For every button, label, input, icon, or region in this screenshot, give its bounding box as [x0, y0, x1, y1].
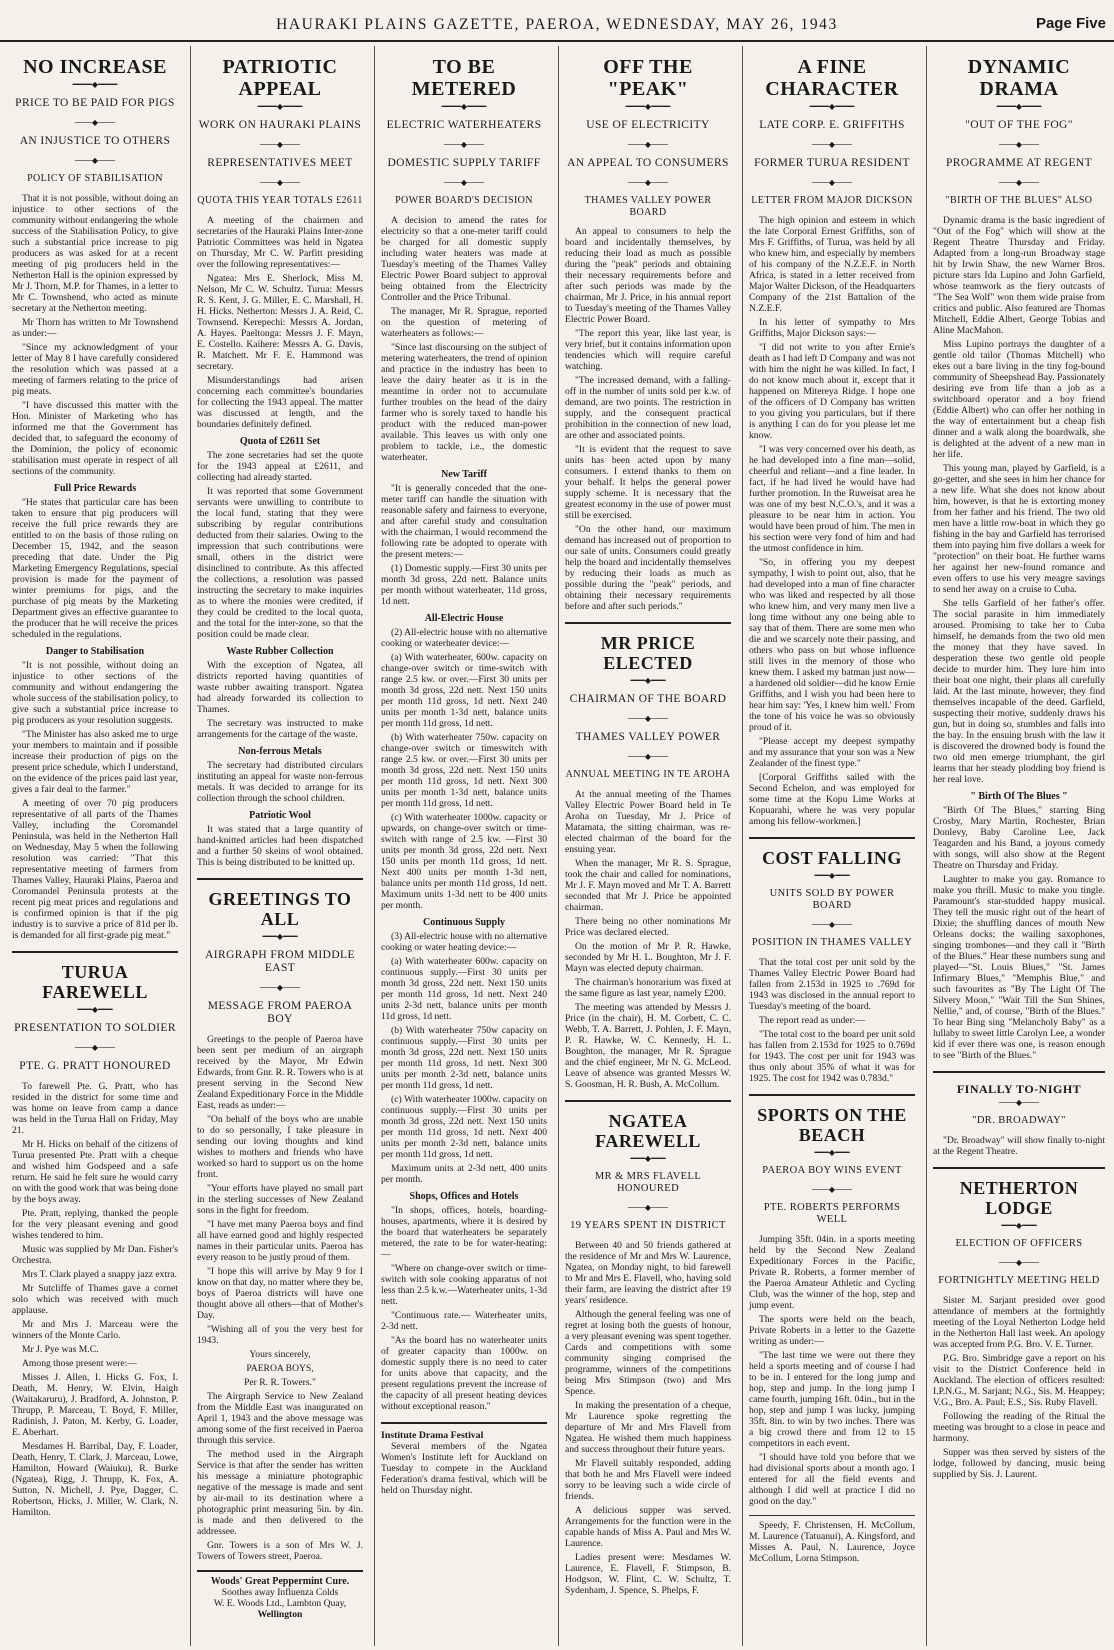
deck: FORTNIGHTLY MEETING HELD [938, 1274, 1100, 1286]
paragraph: "On behalf of the boys who are unable to do so personally, I take pleasure in sending our loving thoughts and kind wishes to mothers and friends who have worked so hard to support us on the home front. [197, 1114, 363, 1181]
paragraph: Among those present were:— [22, 1357, 137, 1369]
story-cost-falling [749, 849, 915, 1084]
deck: MR & MRS FLAVELL HONOURED [594, 1170, 702, 1194]
ornament-icon: ━━━━◆━━━━ [625, 102, 671, 111]
deck: POSITION IN THAMES VALLEY [751, 936, 913, 948]
subheading: Continuous Supply [423, 916, 505, 928]
paragraph: Pte. Pratt, replying, thanked the people for the very pleasant evening and good wishes tendered to him. [12, 1207, 178, 1241]
divider [381, 1422, 547, 1424]
story-ngatea-farewell [565, 1112, 731, 1596]
paragraph: The manager, Mr R. Sprague, reported on the question of metering of waterheaters as follows:— [381, 305, 547, 339]
masthead [0, 0, 1114, 42]
ornament-icon: ━━━━◆━━━━ [809, 102, 855, 111]
paragraph: At the annual meeting of the Thames Valley Electric Power Board held in Te Aroha on Tuesday, Mr J. Price of Matamata, the sitting chairman, was re-elected chairman of the board for the ensuing year. [565, 788, 731, 855]
paragraph: A meeting of over 70 pig producers representative of all parts of the Thames Valley, including the Coromandel Peninsula, was held in the Netherton Hall on Wednesday, May 5 when the following resolution was carried: "That this representative meeting of farmers from Thames Valley, Hauraki Plains, Paeroa and Coromandel Peninsula protests at the recent pig meat prices and regulations and is confirmed opinion is that if the pig industry is to survive a price of 81d per lb. is demanded for all first-grade pig meat." [12, 797, 178, 941]
columns [6, 46, 1110, 1646]
headline[interactable]: NETHERTON LODGE [959, 1178, 1079, 1218]
paragraph: "Continuous rate.— Waterheater units, 2-3d nett. [381, 1309, 547, 1332]
paragraph: (c) With waterheater 1000w. capacity on continuous supply.—First 30 units per month 3d gross, 22d nett. Next 150 units per month 11d gross, 1d nett. Next 400 units per month 2-3d nett, balance units per month 11d gross, 1d nett. [381, 1093, 547, 1160]
signature-line: PAEROA BOYS, [246, 1363, 314, 1375]
paragraph: Mrs T. Clark played a snappy jazz extra. [22, 1268, 177, 1280]
deck: ANNUAL MEETING IN TE AROHA [565, 769, 731, 781]
deck: POWER BOARD'S DECISION [395, 195, 533, 207]
paragraph: Mr Thorn has written to Mr Townshend as under:— [12, 316, 178, 339]
paragraph: Mr J. Pye was M.C. [22, 1343, 99, 1355]
paragraph: That the total cost per unit sold by the Thames Valley Electric Power Board had fallen from 2.153d in 1925 to .769d for 1943 was disclosed in the annual report to Tuesday's meeting of the board. [749, 956, 915, 1012]
divider [749, 837, 915, 839]
paragraph: "The Minister has also asked me to urge your members to maintain and if possible increase their production of pigs on the present price schedule, which I understand, on the evidence of the prices paid last year, gives a fair deal to the farmer." [12, 728, 178, 795]
story-institute-drama-festival [381, 1430, 547, 1496]
subheading: " Birth Of The Blues " [970, 790, 1068, 802]
story-greetings-to-all [197, 890, 363, 1562]
ornament-icon: ───◆─── [811, 1184, 853, 1194]
paragraph: With the exception of Ngatea, all districts reported having quantities of waste rubber awaiting transport. Ngatea had already forwarded its collection to Thames. [197, 659, 363, 715]
headline[interactable]: OFF THE "PEAK" [603, 56, 693, 100]
paragraph: "He states that particular care has been taken to ensure that pig producers will receive the full price rewards they are entitled to on the basis of those ruling on December 15, 1942, and the season preceding that date. Under the Pig Marketing Emergency Regulations, special provision is made for the payment of winter premiums for pigs, and the purchase of pig meats by the Marketing Department gives an effective guarantee to the producer that he will receive the prices scheduled in the regulations. [12, 496, 178, 640]
ornament-icon: ───◆─── [443, 140, 485, 150]
paragraph: Misunderstandings had arisen concerning each committee's boundaries for collecting the 1943 appeal. The matter was discussed at length, and the boundaries definitely defined. [197, 374, 363, 430]
paragraph: (2) All-electric house with no alternative cooking or waterheater device:— [381, 626, 547, 649]
ornament-icon: ━━━━◆━━━━ [996, 102, 1042, 111]
paragraph: "I hope this will arrive by May 9 for I know on that day, no matter where they be, boys of Paeroa districts will have one thought above all others—that of Mother's Day. [197, 1266, 363, 1322]
brief-heading: Institute Drama Festival [381, 1429, 484, 1441]
story-netherton-lodge [933, 1179, 1105, 1480]
subheading: Shops, Offices and Hotels [409, 1190, 519, 1202]
paragraph: Misses J. Allen, I. Hicks G. Fox, I. Death, M. Henry, W. Elvin, Haigh (Waitakaruru), J. Bradford, A. Johnston, P. Thrupp, P. Marceau, T. Boyd, F. Miller, Radinish, J. Paton, M. Kerby, G. Loader, E. Aberhart. [12, 1371, 178, 1438]
paragraph: Jumping 35ft. 04in. in a sports meeting held by the Second New Zealand Expeditionary Forces in the Pacific, Private R. Roberts, a former member of the Paeroa Amateur Athletic and Cycling Club, was the winner of the hop, step and jump event. [749, 1233, 915, 1311]
paragraph: There being no other nominations Mr Price was declared elected. [565, 915, 731, 938]
paragraph: Following the reading of the Ritual the meeting was brought to a close in peace and harmony. [933, 1410, 1105, 1444]
paragraph: (b) With waterheater 750w capacity on continuous supply.—First 30 units per month 3d gross, 22d nett. Next 150 units per month 11d gross, 1d nett. Next 300 units per month 2-3d nett, balance units per month 11d gross, 1d nett. [381, 1024, 547, 1091]
paragraph: (1) Domestic supply.—First 30 units per month 3d gross, 22d nett. Balance units per month without waterheater, 11d gross, 1d nett. [381, 562, 547, 607]
deck: FORMER TURUA RESIDENT [754, 157, 910, 170]
paragraph: The report read as under:— [759, 1014, 866, 1026]
paragraph: (a) With waterheater, 600w. capacity on change-over switch or time-switch with range 2.5 kw. or over.—First 30 units per month 3d gross, 22d nett. Next 150 units per month 11d gross, 1d nett. Next 240 units per month 1-3d nett, balance units per month 11d gross, 1d nett. [381, 651, 547, 729]
subheading: Non-ferrous Metals [238, 745, 322, 757]
column-2 [190, 46, 369, 1646]
ornament-icon: ───◆─── [259, 982, 301, 992]
paragraph: The high opinion and esteem in which the late Corporal Ernest Griffiths, son of Mrs F. Griffiths, of Turua, was held by all who knew him, and especially by members of his company of the N.Z.E.F. in North Africa, is stated in a letter received from Major Walter Dickson, of the Headquarters Company of the 21st Battalion of the N.Z.E.F. [749, 214, 915, 314]
deck: PTE. ROBERTS PERFORMS WELL [763, 1201, 901, 1225]
deck: ELECTION OF OFFICERS [955, 1237, 1083, 1249]
paragraph: That it is not possible, without doing an injustice to other sections of the community without endangering the whole success of the Stabilisation Policy, to give such a substantial price increase to pig producers as was asked for at a recent meeting of pig producers held in the Netherton Hall is the opinion expressed by Mr J. Thorn, M.P. for Thames, in a letter to Mr C. Townshend, who acted as minute secretary at the Netherton meeting. [12, 192, 178, 314]
paragraph: "Since my acknowledgment of your letter of May 8 I have carefully considered the resolution which was passed at a meeting of farmers relating to the price of pig meats. [12, 341, 178, 397]
paragraph: Between 40 and 50 friends gathered at the residence of Mr and Mrs W. Laurence, Ngatea, on Monday night, to bid farewell to Mr and Mrs E. Flavell, who, having sold their farm, are leaving the district after 19 years' residence. [565, 1239, 732, 1306]
ad-line: Wellington [257, 1609, 303, 1621]
deck: THAMES VALLEY POWER BOARD [584, 195, 712, 218]
paragraph: "It is generally conceded that the one-meter tariff can handle the situation with reasonable safety and fairness to everyone, and after careful study and consultation with the chairman, I would recommend the following rate be adopted to operate with the present meters:— [381, 482, 547, 560]
paragraph: "The last time we were out there they held a sports meeting and of course I had to be in. I entered for the long jump and hop, step and jump. In the long jump I came fourth, jumping 16ft. 04in., but in the hop, step and jump I was lucky, jumping 35ft. 8in. to win by two inches. There was a big crowd there and from 12 to 15 competitors in each event. [749, 1349, 915, 1449]
paragraph: Greetings to the people of Paeroa have been sent per medium of an airgraph received by the Mayor, Mr Edwin Edwards, from Gnr. R. R. Towers who is at present serving in the Second New Zealand Expeditionary Force in the Middle East, reads as under:— [197, 1034, 363, 1112]
deck: 19 YEARS SPENT IN DISTRICT [570, 1219, 726, 1231]
paragraph: Several members of the Ngatea Women's Institute left for Auckland on Tuesday to compete in the Auckland Federation's drama festival, which will be held on Thursday night. [381, 1440, 547, 1496]
headline[interactable]: TURUA FAREWELL [42, 961, 148, 1002]
paragraph: Dynamic drama is the basic ingredient of "Out of the Fog" which will show at the Regent Theatre Thursday and Friday. Adapted from a long-run Broadway stage hit by Irwin Shaw, the new Warner Bros. picture stars Ida Lupino and John Garfield, whose teamwork as the fiery outcasts of "The Sea Wolf" won them wide praise from critics and public. Also featured are Thomas Mitchell, Eddie Albert, George Tobias and Aline MacMahon. [933, 214, 1105, 336]
ornament-icon: ───◆─── [627, 714, 669, 724]
ornament-icon: ━━━━◆━━━━ [441, 102, 487, 111]
ornament-icon: ━━━◆━━━ [814, 870, 850, 880]
paragraph: The secretary had distributed circulars instituting an appeal for waste non-ferrous metals. It was decided to arrange for its collection through the school children. [197, 759, 363, 804]
paragraph: "It is not possible, without doing an injustice to other sections of the community and without endangering the whole success of the stabilisation policy, to give such a substantial price increase to pig producers as your resolution suggests. [12, 659, 178, 726]
ornament-icon: ━━━━◆━━━━ [257, 102, 303, 111]
paragraph: "Please accept my deepest sympathy and my assurance that your son was a New Zealander of the finest type." [749, 735, 915, 769]
paragraph: "Since last discoursing on the subject of metering waterheaters, the trend of opinion and practice in the industry has been to leave the dairy heater as it is in the meantime in order not to accumulate further troubles on the head of the dairy farmer who is sorely taxed to handle his product with the reduced man-power available. This leaves us with only one problem to tackle, i.e., the domestic waterheater. [381, 341, 547, 463]
deck: AN INJUSTICE TO OTHERS [19, 135, 171, 148]
paragraph: Mr and Mrs J. Marceau were the winners of the Monte Carlo. [12, 1318, 178, 1341]
deck: PROGRAMME AT REGENT [945, 157, 1093, 170]
deck: REPRESENTATIVES MEET [207, 157, 353, 170]
advertisement-peppermint-cure [197, 1570, 363, 1620]
headline[interactable]: MR PRICE ELECTED [600, 633, 696, 674]
deck: LETTER FROM MAJOR DICKSON [751, 195, 913, 207]
deck: UNITS SOLD BY POWER BOARD [769, 887, 895, 911]
ornament-icon: ━━━◆━━━ [1001, 1220, 1037, 1230]
ornament-icon: ───◆─── [259, 178, 301, 188]
paragraph: "In shops, offices, hotels, boarding-houses, apartments, where it is desired by the board that waterheaters be separately metered, the rate to be for water-heating:— [381, 1204, 547, 1260]
paragraph: A decision to amend the rates for electricity so that a one-meter tariff could be charged for all domestic supply including water heaters was made at Tuesday's meeting of the Thames Valley Electric Power Board subject to approval being obtained from the Electricity Controller and the Price Tribunal. [381, 214, 547, 303]
paragraph: (3) All-electric house with no alternative cooking or water heating device:— [381, 930, 547, 953]
paragraph: "Dr. Broadway" will show finally to-night at the Regent Theatre. [933, 1135, 1105, 1158]
ornament-icon: ───◆─── [627, 1202, 669, 1212]
story-dynamic-drama [933, 56, 1105, 1061]
subheading: Danger to Stabilisation [45, 645, 145, 657]
deck: AIRGRAPH FROM MIDDLE EAST [205, 948, 355, 974]
headline[interactable]: NGATEA FAREWELL [595, 1110, 701, 1151]
subheading: Quota of £2611 Set [239, 435, 321, 447]
ad-line: Soothes away Influenza Colds [221, 1587, 339, 1599]
deck: PRICE TO BE PAID FOR PIGS [15, 97, 175, 109]
paragraph: (c) With waterheater 1000w. capacity or upwards, on change-over switch or time-switch with range of 2.5 kw. —First 30 units per month 3d gross, 22d nett. Next 150 units per month 11d gross, 1d nett. Next 400 units per month 1-3d nett, balance units per month 11d gross, 1d nett. Maximum units 1-3d nett to be 400 units per month. [381, 811, 547, 911]
paragraph: Supper was then served by sisters of the lodge, followed by dancing, music being supplied by Sis. J. Laurent. [933, 1446, 1105, 1480]
divider [749, 1515, 915, 1516]
paragraph: Gnr. Towers is a son of Mrs W. J. Towers of Towers street, Paeroa. [197, 1540, 363, 1563]
headline[interactable]: TO BE METERED [411, 56, 517, 100]
paragraph: It was stated that a large quantity of hand-knitted articles had been dispatched and a further 50 skeins of wool obtained. This is being distributed to be knitted up. [197, 823, 363, 868]
paragraph: Music was supplied by Mr Dan. Fisher's Orchestra. [12, 1243, 178, 1266]
paragraph: Mr Flavell suitably responded, adding that both he and Mrs Flavell were indeed sorry to be leaving such a wide circle of friends. [565, 1457, 731, 1502]
ornament-icon: ───◆─── [998, 1257, 1040, 1267]
ornament-icon: ───◆─── [627, 752, 669, 762]
ornament-icon: ───◆─── [811, 178, 853, 188]
paragraph: Miss Lupino portrays the daughter of a gentle old tailor (Thomas Mitchell) who ekes out a bare living in the tiny fog-bound community of Sheepshead Bay. Passionately desiring eve from life than a job as a switchboard operator and a boy friend (Eddie Albert) who can offer her nothing in the way of entertainment but a cheap fish dinner and a walk along the boardwalk, she is delighted at the advent of a new man in her life. [933, 338, 1105, 460]
divider [749, 1094, 915, 1096]
paragraph: The Airgraph Service to New Zealand from the Middle East was inaugurated on April 1, 1943 and the above message was among some of the first received in Paeroa through this service. [197, 1391, 363, 1447]
paragraph: "Where on change-over switch or time-switch with sole cooking apparatus of not less than 2.5 k.w.—Waterheater units, 1-3d nett. [381, 1262, 547, 1307]
paragraph: Mr H. Hicks on behalf of the citizens of Turua presented Pte. Pratt with a cheque and wished him Godspeed and a safe return. He said he felt sure he would carry on with the good work that was being done by the boys away. [12, 1138, 178, 1205]
paragraph: Sister M. Sarjant presided over good attendance of members at the fortnightly meeting of the Loyal Netherton Lodge held in the Netherton Hall last week. An apology was accepted from P.G. Bro. V. E. Turner. [933, 1294, 1105, 1350]
ornament-icon: ───◆─── [998, 178, 1040, 188]
paragraph: This young man, played by Garfield, is a go-getter, and she sees in him her chance for a new life. What she does not know about him, however, is that he is extorting money from her father and his friend. The two old men have a little row-boat in which they go fishing in the bay and Garfield has terrorised them into paying him five dollars a week for "protection" on their boat. He further warns her against her new-found romance and even offers to use his very meagre savings to send her away on a cruise to Cuba. [933, 462, 1105, 595]
story-turua-farewell [12, 963, 178, 1518]
subheading: New Tariff [441, 468, 487, 480]
column-6 [926, 46, 1111, 1646]
divider [12, 951, 178, 953]
divider [197, 878, 363, 880]
story-finally-tonight [933, 1083, 1105, 1157]
paragraph: "Your efforts have played no small part in the sterling successes of New Zealand sons in the fight for freedom. [197, 1183, 363, 1217]
ornament-icon: ───◆─── [74, 156, 116, 166]
paragraph: She tells Garfield of her father's offer. The social parasite in him immediately aroused. Promising to take her to Cuba himself, he demands from the two old men the money that they have saved. In desperation these two gentle old people decide to murder him. They lure him into their boat one night, their plans all carefully laid. At the last minute, however, they find themselves incapable of the deed. Garfield, suspecting their motive, suddenly draws his gun, but in doing so, stumbles and falls into the bay. In the ensuing brush with the law it is discovered the drowned body is found the two old men emerge triumphant, the girl learns that her steady plodding boy friend is her real love. [933, 597, 1105, 785]
headline[interactable]: SPORTS ON THE BEACH [757, 1104, 907, 1145]
deck: MESSAGE FROM PAEROA BOY [207, 999, 353, 1026]
deck: PTE. G. PRATT HONOURED [19, 1059, 171, 1072]
ornament-icon: ───◆─── [811, 140, 853, 150]
deck: DOMESTIC SUPPLY TARIFF [387, 157, 541, 170]
ornament-icon: ───◆─── [443, 178, 485, 188]
page-number: Page Five [1035, 15, 1106, 32]
deck: "DR. BROADWAY" [972, 1115, 1066, 1127]
paragraph: The secretary was instructed to make arrangements for the cartage of the waste. [197, 717, 363, 740]
paragraph: (b) With waterheater 750w. capacity on change-over switch or timeswitch with range 2.5 kw. or over.—First 30 units per month 3d gross, 22d nett. Next 150 units per month 11d gross, 1d nett. Next 300 units per month 1-3d nett, balance units per month 11d gross, 1d nett. [381, 731, 547, 809]
paragraph-continuation: Speedy, F. Christensen, H. McCollum, M. Laurence (Tatuanui), A. Kingsford, and Misses A. Paul, N. Laurence, Joyce McCollum, Lorna Stimpson. [749, 1519, 915, 1564]
subheading: Waste Rubber Collection [226, 645, 334, 657]
story-a-fine-character [749, 56, 915, 827]
paragraph: Although the general feeling was one of regret at losing both the guests of honour, a very pleasant evening was spent together. Cards and competitions with some community singing comprised the programme, winners of the competitions being Mrs Stimpson (two) and Mrs Spence. [565, 1308, 731, 1397]
column-3 [374, 46, 553, 1646]
paragraph: The zone secretaries had set the quote for the 1943 appeal at £2611, and collecting had already started. [197, 449, 363, 483]
subheading: Full Price Rewards [53, 482, 137, 494]
divider [933, 1167, 1105, 1169]
paragraph: "I have discussed this matter with the Hon. Minister of Marketing who has informed me that the Government has decided that, to safeguard the economy of the Dominion, the policy of economic stabilisation must operate in respect of all sections of the community. [12, 399, 178, 477]
paragraph: In his letter of sympathy to Mrs Griffiths, Major Dickson says:— [749, 316, 915, 339]
paragraph: In making the presentation of a cheque, Mr Laurence spoke regretting the departure of Mr and Mrs Flavell from Ngatea. He wished them much happiness and success throughout their future years. [565, 1399, 731, 1455]
paragraph: An appeal to consumers to help the board and incidentally themselves, by reducing their load as much as possible during the "peak" periods and obtaining their necessary requirements before and after such periods was made by the chairman, Mr J. Price, in his annual report to Tuesday's meeting of the Thames Valley Electric Power Board. [565, 226, 731, 326]
deck: LATE CORP. E. GRIFFITHS [759, 119, 905, 131]
paragraph: "The increased demand, with a falling-off in the number of units sold per k.w. of demand, are two points. The restriction in supply, and the consequent practical prohibition in the connection of new load, are other and associated points. [565, 375, 731, 442]
ornament-icon: ━━━◆━━━ [77, 1004, 113, 1014]
newspaper-title: HAURAKI PLAINS GAZETTE, PAEROA, WEDNESDAY, MAY 26, 1943 [276, 16, 838, 33]
paragraph: Ngatea: Mrs E. Sherlock, Miss M. Nelson, Mr C. W. Schultz. Turua: Messrs R. S. Kent, J. G. Miller, E. C. Marshall, H. H. Hicks. Netherton: Messrs J. A. Reid, C. Townsend. Kerepechi: Messrs A. Jordan, A. Hayes. Paeltonga: Messrs J. F. Mayn, E. Costello. Kaihere: Messrs A. G. Davis, R. Matchett. Mr F. E. Hammond was secretary. [197, 272, 363, 372]
paragraph: A delicious supper was served. Arrangements for the function were in the capable hands of Miss A. Paul and Mrs W. Laurence. [565, 1504, 731, 1549]
story-patriotic-appeal [197, 56, 363, 868]
ornament-icon: ───◆─── [998, 140, 1040, 150]
paragraph: Maximum units at 2-3d nett, 400 units per month. [381, 1162, 547, 1185]
ornament-icon: ───◆─── [811, 919, 853, 929]
column-4 [558, 46, 737, 1646]
paragraph: "I did not write to you after Ernie's death as I had left D Company and was not with him the night he was killed. In fact, I do not know much about it, except that it happened on Mitereya Ridge. I hope one of the officers of D Company has written to you giving you particulars, but if there is anything I can do for you please let me know. [749, 341, 915, 441]
deck: "BIRTH OF THE BLUES" ALSO [945, 195, 1093, 207]
divider [933, 1071, 1105, 1073]
story-off-the-peak [565, 56, 731, 612]
deck: AN APPEAL TO CONSUMERS [567, 157, 729, 170]
ornament-icon: ━━━◆━━━ [630, 1153, 666, 1163]
paragraph: A meeting of the chairmen and secretaries of the Hauraki Plains Inter-zone Patriotic Committees was held in Ngatea on Thursday, Mr C. W. Parfitt presiding over the following representatives:— [197, 214, 363, 270]
paragraph: "On the other hand, our maximum demand has increased out of proportion to our sale of units. Consumers could greatly help the board and incidentally themselves by reducing their loads as much as possible during the "peak" periods, and obtaining their necessary requirements before and after such periods." [565, 524, 731, 613]
story-no-increase [12, 56, 178, 941]
paragraph: The meeting was attended by Messrs J. Price (in the chair), H. M. Corbett, C. C. Webb, T. A. Barrett, J. Pohlen, J. F. Mayn, P. R. Hawke, W. C. Kennedy, H. L. Boughton, the manager, Mr R. Sprague and the chief engineer, Mr N. G. McLeod. Leave of absence was granted Messrs W. S. Goosman, H. R. Bush, A. McCollum. [565, 1001, 731, 1090]
deck: ELECTRIC WATERHEATERS [386, 119, 542, 131]
paragraph: The method used in the Airgraph Service is that after the sender has written his message a miniature photographic negative of the message is made and sent by air-mail to its destination where a photographic print measuring 5in. by 4in. is made and then delivered to the addressee. [197, 1449, 363, 1538]
paragraph: "The report this year, like last year, is very brief, but it contains information upon tendencies which will require careful watching. [565, 328, 731, 373]
paragraph: Laughter to make you gay. Romance to make you thrill. Music to make you tingle. Paramount's star-studded happy musical. They tell the music right out of the heart of Dixie; the shuffling dances of mouth New Orleans docks; the wailing saxophones, singing trombones—and they call it "Birth of the Blues." Hear these numbers sung and played—"St. Louis Blues," "St. James Infirmary Blues," "Memphis Blue," and such favourites as "By The Light Of The Silvery Moon," "Wait Till the Sun Shines, Nellie," and, of course, "Birth of the Blues." To hear Bing sing "Melancholy Baby" as a lullaby to sweet little Carolyn Lee, a wonder kid if ever there was one, is reason enough to see "Birth of the Blues." [933, 873, 1105, 1061]
deck: USE OF ELECTRICITY [586, 119, 710, 131]
ornament-icon: ───◆─── [74, 1042, 116, 1052]
paragraph: "Wishing all of you the very best for 1943. [197, 1324, 363, 1347]
paragraph: Mesdames H. Barribal, Day, F. Loader, Death, Henry, T. Clark, J. Marceau, Lowe, Hamilton, Howard (Waiuku), R. Burke (Ngatea), Rigg, J. Thrupp, K. Fox, A. Sutton, N. Michell, J. Pye, Dagger, C. Robertson, Hicks, J. Miller, W. Clark, N. Hamilton. [12, 1440, 178, 1518]
paragraph: (a) With waterheater 600w. capacity on continuous supply.—First 30 units per month 3d gross, 22d nett. Next 150 units per month 11d gross, 1d nett. Next 240 units 2-3d nett, balance units per month 11d gross, 1d nett. [381, 955, 547, 1022]
paragraph: When the manager, Mr R. S. Sprague, took the chair and called for nominations, Mr J. F. Mayn moved and Mr T. A. Barrett seconded that Mr J. Price be appointed chairman. [565, 857, 731, 913]
deck: POLICY OF STABILISATION [27, 173, 163, 185]
paragraph: The sports were held on the beach, Private Roberts in a letter to the Gazette writing as under:— [749, 1313, 915, 1347]
headline[interactable]: GREETINGS TO ALL [208, 888, 352, 929]
paragraph: Mr Sutcliffe of Thames gave a cornet solo which was received with much applause. [12, 1282, 178, 1316]
headline[interactable]: FINALLY TO-NIGHT [956, 1081, 1082, 1096]
paragraph: "I have met many Paeroa boys and find all have earned good and highly respected names in their particular units. Paeroa has every reason to be justly proud of them. [197, 1219, 363, 1264]
headline[interactable]: NO INCREASE [23, 56, 167, 78]
headline[interactable]: A FINE CHARACTER [765, 56, 899, 100]
deck: QUOTA THIS YEAR TOTALS £2611 [197, 195, 363, 207]
paragraph: On the motion of Mr P. R. Hawke, seconded by Mr H. L. Boughton, Mr J. F. Mayn was elected deputy chairman. [565, 940, 731, 974]
ornament-icon: ━━━◆━━━ [814, 1147, 850, 1157]
divider [565, 1100, 731, 1102]
ad-title: Woods' Great Peppermint Cure. [210, 1576, 350, 1588]
paragraph: To farewell Pte. G. Pratt, who has resided in the district for some time and was home on leave from camp a dance was held in the Turua Hall on Friday, May 21. [12, 1080, 178, 1136]
ornament-icon: ───◆─── [627, 140, 669, 150]
story-sports-on-the-beach [749, 1106, 915, 1507]
subheading: Patriotic Wool [249, 809, 311, 821]
ornament-icon: ───◆─── [998, 1098, 1040, 1108]
story-to-be-metered [381, 56, 547, 1412]
paragraph: The chairman's honorarium was fixed at the same figure as last year, namely £200. [565, 976, 731, 999]
ornament-icon: ━━━━◆━━━━ [72, 80, 118, 89]
divider [565, 622, 731, 624]
story-mr-price-elected [565, 634, 731, 1090]
deck: WORK ON HAURAKI PLAINS [198, 119, 362, 131]
column-1 [6, 46, 184, 1646]
paragraph: Ladies present were: Mesdames W. Laurence, E. Flavell, F. Stimpson, B. Hodgson, W. Flint, C. W. Schultz, T. Sydenham, J. Spence, S. Phelps, F. [565, 1551, 731, 1596]
paragraph: "So, in offering you my deepest sympathy, I wish to point out, also, that he had developed into a man of fine character who was liked and respected by all those who knew him, and very many men live a long time without any one being able to say that of them. There are some men who die and we scarcely note their passing, and others who pass on but whose influence still lives in the memory of those who knew them. I asked my batman just now—a hardened old soldier—did he know Ernie Griffiths, and I wish you had been here to hear him say: 'Yes, I knew him well.' From the tone of his voice he was so obviously proud of it. [749, 556, 915, 733]
deck: "OUT OF THE FOG" [965, 119, 1073, 131]
paragraph: "The total cost to the board per unit sold has fallen from 2.153d for 1925 to 0.769d for 1943. The cost per unit for 1943 was thus only about 35% of what it was for 1925. The cost for 1942 was 0.783d." [749, 1028, 915, 1084]
deck: THAMES VALLEY POWER [575, 731, 721, 744]
deck: PAEROA BOY WINS EVENT [762, 1164, 902, 1176]
headline[interactable]: PATRIOTIC APPEAL [222, 56, 338, 100]
paragraph: "I was very concerned over his death, as he had developed into a fine man—solid, cheerful and reliant—and a fine leader. In fact, if he had lived he would have had further promotion. In the Ruweisat area he was one of my best N.C.O.'s, and it was a pleasure to be near him in action. You would have been proud of him. The men in his section were very fond of him and had the utmost confidence in him. [749, 443, 915, 554]
deck: PRESENTATION TO SOLDIER [14, 1021, 176, 1034]
paragraph: P.G. Bro. Simbridge gave a report on his visit to the District Conference held in Auckland. The election of officers resulted: I.P.N.G., M. Sarjant; N.G., Sis. M. Heappey; V.G., Bro. A. Paul; E.S., Sis. Ruby Flavell. [933, 1352, 1105, 1408]
paragraph: [Corporal Griffiths sailed with the Second Echelon, and was employed for some time at the Kopu Lime Works at Kopuarahi, where he was very popular among his fellow-workmen.] [749, 771, 915, 827]
paragraph: "I should have told you before that we had divisional sports about a month ago. I entered for all the field events and although I did well at practice I did no good on the day." [749, 1451, 915, 1507]
paragraph: "Birth Of The Blues," starring Bing Crosby, Mary Martin, Rochester, Brian Donlevy, Baby Caroline Lee, Jack Teagarden and his Band, a joyous comedy with songs, will also show at the Regent Theatre on Thursday and Friday. [933, 804, 1105, 871]
ornament-icon: ━━━◆━━━ [630, 676, 666, 686]
headline[interactable]: DYNAMIC DRAMA [967, 56, 1071, 100]
paragraph: "It is evident that the request to save units has been acted upon by many consumers. I extend thanks to them on your behalf. It helps the general power supply scheme. It is necessary that the greatest economy in the use of power must still be exercised. [565, 444, 731, 522]
ornament-icon: ───◆─── [74, 118, 116, 128]
paragraph: "As the board has no waterheater units of greater capacity than 1000w. on domestic supply there is no need to cater for units above that capacity, and the present regulations prevent the increase of the capacity of all present heating devices without exceptional reason." [381, 1334, 547, 1412]
ad-line: W. E. Woods Ltd., Lambton Quay, [213, 1598, 347, 1610]
ornament-icon: ━━━◆━━━ [262, 931, 298, 941]
paragraph: It was reported that some Government servants were unwilling to contribute to the local fund, stating that they were subscribing by regular contributions deducted from their salaries. Owing to the impression that such contributions were small, others in the district were disinclined to contribute. As this affected the collections, a resolution was passed instructing the secretary to make inquiries as to where the monies were credited, if they could be credited to the local quota, and the total for the inter-zone, so that the position could be made clear. [197, 485, 363, 640]
column-5 [742, 46, 921, 1646]
ornament-icon: ───◆─── [259, 140, 301, 150]
ornament-icon: ───◆─── [627, 178, 669, 188]
signature-line: Yours sincerely, [249, 1349, 311, 1361]
headline[interactable]: COST FALLING [762, 847, 902, 868]
subheading: All-Electric House [424, 612, 504, 624]
deck: CHAIRMAN OF THE BOARD [569, 693, 727, 706]
signature-line: Per R. R. Towers." [244, 1377, 316, 1389]
